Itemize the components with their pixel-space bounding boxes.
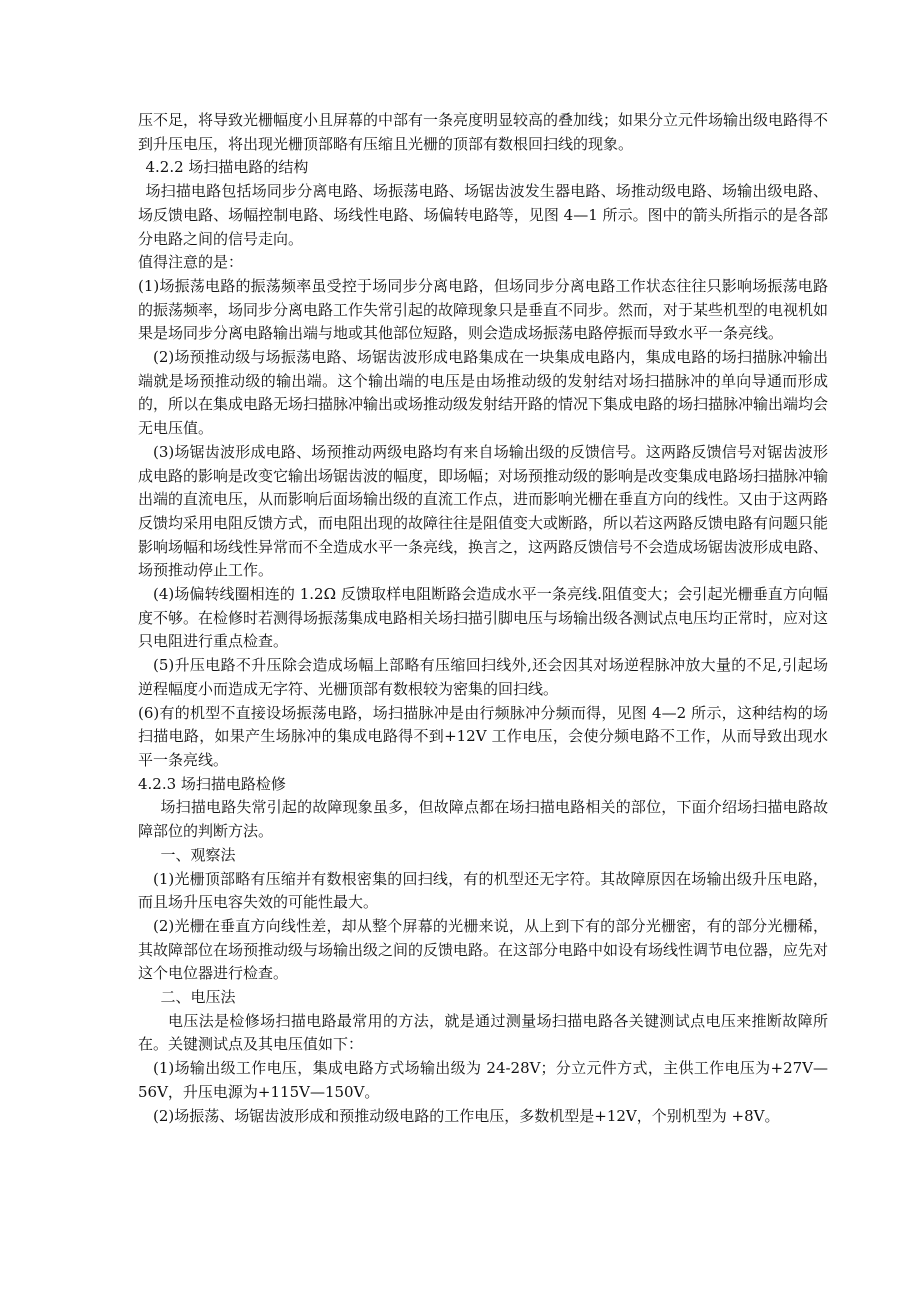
paragraph-repair-intro: 场扫描电路失常引起的故障现象虽多，但故障点都在场扫描电路相关的部位，下面介绍场扫描电路故障部位的判断方法。 [138, 798, 828, 841]
paragraph-note-5: (5)升压电路不升压除会造成场幅上部略有压缩回扫线外,还会因其对场逆程脉冲放大量的不足,引起场逆程幅度小而造成无字符、光栅顶部有数根较为密集的回扫线。 [138, 656, 828, 698]
paragraph-voltage-insufficient: 压不足，将导致光栅幅度小且屏幕的中部有一条亮度明显较高的叠加线；如果分立元件场输出级电路得不到升压电压，将出现光栅顶部略有压缩且光栅的顶部有数根回扫线的现象。 [138, 111, 829, 153]
section-heading-4-2-3: 4.2.3 场扫描电路检修 [138, 774, 286, 793]
paragraph-voltage-intro: 电压法是检修场扫描电路最常用的方法，就是通过测量场扫描电路各关键测试点电压来推断故障所在。关键测试点及其电压值如下： [138, 1011, 828, 1054]
paragraph-structure-overview: 场扫描电路包括场同步分离电路、场振荡电路、场锯齿波发生器电路、场推动级电路、场输出级电路、场反馈电路、场幅控制电路、场线性电路、场偏转电路等，见图 4—1 所示。图中的箭头所指示的是各部分电路之间的信号走向。 [138, 182, 828, 248]
document-page [138, 109, 828, 1128]
paragraph-note-2: (2)场预推动级与场振荡电路、场锯齿波形成电路集成在一块集成电路内，集成电路的场扫描脉冲输出端就是场预推动级的输出端。这个输出端的电压是由场推动级的发射结对场扫描脉冲的单向导通而形成的，所以在集成电路无场扫描脉冲输出或场推动级发射结开路的情况下集成电路的场扫描脉冲输出端均会无电压值。 [138, 348, 829, 438]
paragraph-observation-1: (1)光栅顶部略有压缩并有数根密集的回扫线，有的机型还无字符。其故障原因在场输出级升压电路，而且场升压电容失效的可能性最大。 [138, 869, 828, 912]
paragraph-voltage-2: (2)场振荡、场锯齿波形成和预推动级电路的工作电压，多数机型是+12V，个别机型为 +8V。 [153, 1106, 780, 1125]
section-heading-4-2-2: 4.2.2 场扫描电路的结构 [145, 158, 309, 177]
subheading-voltage-method: 二、电压法 [160, 988, 236, 1007]
paragraph-observation-2: (2)光栅在垂直方向线性差，却从整个屏幕的光栅来说，从上到下有的部分光栅密，有的部分光栅稀，其故障部位在场预推动级与场输出级之间的反馈电路。在这部分电路中如设有场线性调节电位器，应先对这个电位器进行检查。 [138, 916, 829, 983]
paragraph-note-6: (6)有的机型不直接设场振荡电路，场扫描脉冲是由行频脉冲分频而得，见图 4—2 所示，这种结构的场扫描电路，如果产生场脉冲的集成电路得不到+12V 工作电压，会使分频电路不工作，从而导致出现水平一条亮线。 [138, 703, 828, 769]
paragraph-note-4: (4)场偏转线圈相连的 1.2Ω 反馈取样电阻断路会造成水平一条亮线.阻值变大；会引起光栅垂直方向幅度不够。在检修时若测得场振荡集成电路相关场扫描引脚电压与场输出级各测试点电压均正常时，应对这只电阻进行重点检查。 [138, 585, 829, 651]
paragraph-notes-intro: 值得注意的是： [138, 253, 244, 272]
subheading-observation-method: 一、观察法 [160, 845, 236, 864]
paragraph-note-3: (3)场锯齿波形成电路、场预推动两级电路均有来自场输出级的反馈信号。这两路反馈信号对锯齿波形成电路的影响是改变它输出场锯齿波的幅度，即场幅；对场预推动级的影响是改变集成电路场扫描脉冲输出端的直流电压，从而影响后面场输出级的直流工作点，进而影响光栅在垂直方向的线性。又由于这两路反馈均采用电阻反馈方式，而电阻出现的故障往往是阻值变大或断路，所以若这两路反馈电路有问题只能影响场幅和场线性异常而不全造成水平一条亮线，换言之，这两路反馈信号不会造成场锯齿波形成电路、场预推动停止工作。 [138, 442, 829, 580]
paragraph-note-1: (1)场振荡电路的振荡频率虽受控于场同步分离电路，但场同步分离电路工作状态往往只影响场振荡电路的振荡频率，场同步分离电路工作失常引起的故障现象只是垂直不同步。然而，对于某些机型的电视机如果是场同步分离电路输出端与地或其他部位短路，则会造成场振荡电路停振而导致水平一条亮线。 [138, 276, 829, 343]
paragraph-voltage-1: (1)场输出级工作电压，集成电路方式场输出级为 24-28V；分立元件方式，主供工作电压为+27V—56V，升压电源为+115V—150V。 [138, 1059, 828, 1101]
